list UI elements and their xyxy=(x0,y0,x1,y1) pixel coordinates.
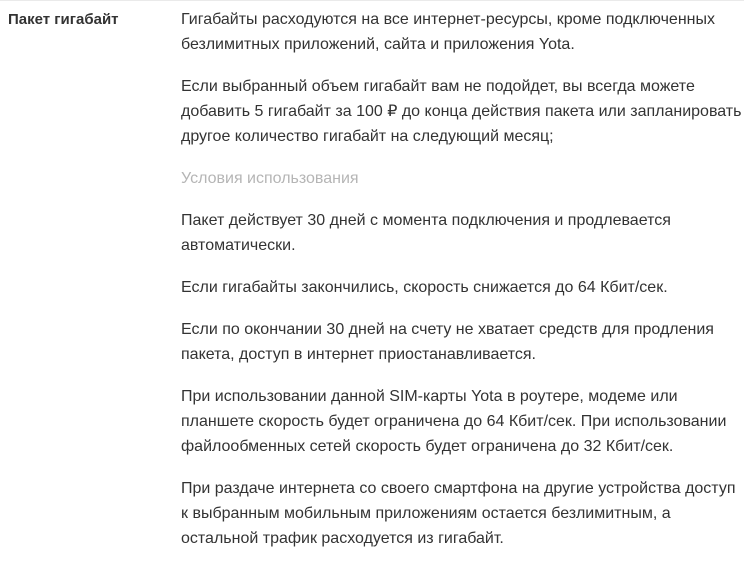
paragraph: Гигабайты расходуются на все интернет-ресурсы, кроме подключенных безлимитных приложений, сайта и приложения Yota. xyxy=(181,11,715,53)
paragraph-muted-subheading: Условия использования xyxy=(181,170,359,187)
paragraph: Пакет действует 30 дней с момента подключения и продлевается автоматически. xyxy=(181,212,671,254)
section-title: Пакет гигабайт xyxy=(8,11,119,28)
paragraph: Если выбранный объем гигабайт вам не подойдет, вы всегда можете добавить 5 гигабайт за 100 ₽ до конца действия пакета или запланировать другое количество гигабайт на следующий месяц; xyxy=(181,78,742,145)
section-content-column xyxy=(181,7,744,583)
paragraph: Если гигабайты закончились, скорость снижается до 64 Кбит/сек. xyxy=(181,279,668,296)
paragraph: При раздаче интернета со своего смартфона на другие устройства доступ к выбранным мобильным приложениям остается безлимитным, а остальной трафик расходуется из гигабайт. xyxy=(181,480,736,547)
paragraph: Если по окончании 30 дней на счету не хватает средств для продления пакета, доступ в интернет приостанавливается. xyxy=(181,321,714,363)
section-label-column xyxy=(0,7,181,583)
paragraph: При использовании данной SIM-карты Yota в роутере, модеме или планшете скорость будет ограничена до 64 Кбит/сек. При использовании файлообменных сетей скорость будет ограничена до 32 Кбит/сек. xyxy=(181,388,727,455)
